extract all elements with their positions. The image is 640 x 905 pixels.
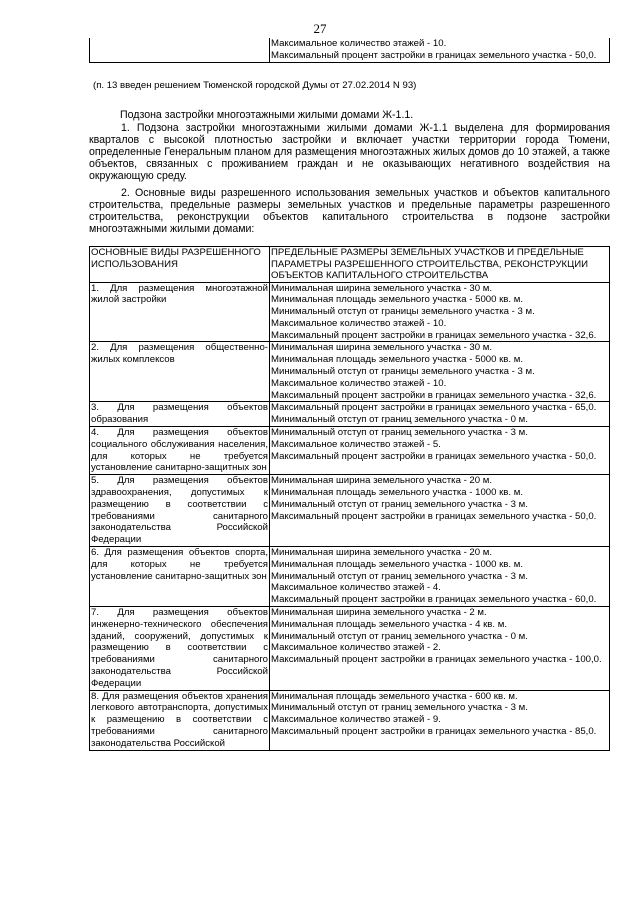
table-row [90, 402, 610, 427]
table-cell-params [270, 607, 610, 691]
header-left: ОСНОВНЫЕ ВИДЫ РАЗРЕШЕННОГО ИСПОЛЬЗОВАНИЯ [90, 247, 270, 283]
header-right: ПРЕДЕЛЬНЫЕ РАЗМЕРЫ ЗЕМЕЛЬНЫХ УЧАСТКОВ И ПРЕДЕЛЬНЫЕ ПАРАМЕТРЫ РАЗРЕШЕННОГО СТРОИТЕЛЬСТВА, РЕКОНСТРУКЦИИ ОБЪЕКТОВ КАПИТАЛЬНОГО СТРОИТЕЛЬСТВА [270, 247, 610, 283]
table-cell-use: 6. Для размещения объектов спорта, для которых не требуется установление санитарно-защитных зон [90, 547, 270, 607]
table-cell-use: 5. Для размещения объектов здравоохранения, допустимых к размещению в соответствии с требованиями санитарного законодательства Российской Федерации [91, 475, 268, 546]
paragraph-2: 2. Основные виды разрешенного использования земельных участков и объектов капитального строительства, предельные размеры земельных участков и предельные параметры разрешенного строительства, реконструкции объектов капитального строительства в подзоне застройки многоэтажными жилыми домами: [89, 187, 610, 235]
amendment-note: (п. 13 введен решением Тюменской городской Думы от 27.02.2014 N 93) [93, 80, 417, 91]
table-cell-use: 7. Для размещения объектов инженерно-технического обеспечения зданий, сооружений, допустимых к размещению в соответствии с требованиями санитарного законодательства Российской Федерации [91, 607, 268, 689]
param-line: Максимальный процент застройки в границах земельного участка - 32,6. [271, 389, 597, 401]
table-cell-use: 1. Для размещения многоэтажной жилой застройки [90, 282, 270, 342]
param-line: Минимальный отступ от границ земельного участка - 3 м. [271, 702, 528, 714]
table-cell-use: 2. Для размещения общественно-жилых комплексов [90, 342, 270, 402]
table-cell-use: 4. Для размещения объектов социального обслуживания населения, для которых не требуется установление санитарно-защитных зон [91, 427, 268, 474]
param-line: Максимальный процент застройки в границах земельного участка - 65,0. [271, 402, 597, 414]
param-line: Минимальная площадь земельного участка - 4 кв. м. [271, 618, 507, 630]
continued-table [89, 38, 610, 63]
table-cell-use: 3. Для размещения объектов образования [91, 402, 268, 426]
param-line: Максимальное количество этажей - 10. [271, 38, 447, 49]
param-line: Максимальное количество этажей - 2. [271, 642, 441, 654]
table-cell-use: 8. Для размещения объектов хранения легкового автотранспорта, допустимых к размещению в соответствии с требованиями санитарного законодательства Российской [91, 690, 268, 749]
paragraph-1: 1. Подзона застройки многоэтажными жилыми домами Ж-1.1 выделена для формирования кварталов с высокой плотностью застройки и включает участки территории города Тюмени, определенные Генеральным планом для размещения многоэтажных жилых домов до 10 этажей, а также объектов, связанных с проживанием граждан и не оказывающих негативного воздействия на окружающую среду. [89, 122, 610, 182]
table-cell-params [270, 38, 610, 62]
table-cell-use [90, 38, 270, 62]
param-line: Максимальный процент застройки в границах земельного участка - 50,0. [271, 49, 597, 61]
param-line: Максимальное количество этажей - 9. [271, 714, 441, 726]
table-row [90, 547, 610, 607]
table-cell-params [270, 427, 610, 475]
table-row [90, 690, 610, 750]
table-row [90, 342, 610, 402]
param-line: Максимальное количество этажей - 10. [271, 317, 447, 329]
page-number: 27 [313, 21, 327, 36]
param-line: Минимальный отступ от границ земельного участка - 0 м. [271, 414, 528, 426]
param-line: Минимальная ширина земельного участка - 20 м. [271, 475, 493, 487]
table-cell-params [270, 342, 610, 402]
param-line: Минимальный отступ от границ земельного участка - 3 м. [271, 570, 528, 582]
param-line: Минимальная площадь земельного участка - 5000 кв. м. [271, 294, 523, 306]
table-cell-params [270, 547, 610, 607]
table-row [90, 607, 610, 691]
param-line: Максимальный процент застройки в границах земельного участка - 50,0. [271, 450, 597, 462]
table-header-row [90, 247, 610, 283]
table-cell-params [270, 475, 610, 547]
param-line: Минимальный отступ от границ земельного участка - 3 м. [271, 498, 528, 510]
param-line: Минимальная ширина земельного участка - 20 м. [271, 547, 493, 559]
param-line: Максимальный процент застройки в границах земельного участка - 32,6. [271, 329, 597, 341]
land-use-table [89, 246, 610, 751]
param-line: Минимальная площадь земельного участка - 5000 кв. м. [271, 354, 523, 366]
table-row [90, 282, 610, 342]
table-row [90, 427, 610, 475]
table-cell-params [270, 282, 610, 342]
param-line: Минимальный отступ от границы земельного участка - 3 м. [271, 366, 535, 378]
param-line: Минимальный отступ от границы земельного участка - 3 м. [271, 306, 535, 318]
param-line: Минимальная площадь земельного участка - 1000 кв. м. [271, 558, 523, 570]
param-line: Максимальный процент застройки в границах земельного участка - 60,0. [271, 594, 597, 606]
param-line: Минимальный отступ от границ земельного участка - 3 м. [271, 427, 528, 439]
param-line: Минимальный отступ от границ земельного участка - 0 м. [271, 630, 528, 642]
table-row [90, 38, 610, 62]
param-line: Максимальное количество этажей - 5. [271, 438, 441, 450]
param-line: Максимальный процент застройки в границах земельного участка - 100,0. [271, 654, 602, 666]
param-line: Минимальная ширина земельного участка - 30 м. [271, 282, 493, 294]
param-line: Максимальный процент застройки в границах земельного участка - 50,0. [271, 510, 597, 522]
param-line: Минимальная ширина земельного участка - 2 м. [271, 607, 487, 619]
table-cell-params [270, 690, 610, 750]
table-cell-params [270, 402, 610, 427]
param-line: Максимальный процент застройки в границах земельного участка - 85,0. [271, 725, 597, 737]
param-line: Максимальное количество этажей - 4. [271, 582, 441, 594]
table-row [90, 475, 610, 547]
param-line: Минимальная площадь земельного участка - 1000 кв. м. [271, 487, 523, 499]
param-line: Минимальная площадь земельного участка - 600 кв. м. [271, 690, 518, 702]
subzone-heading: Подзона застройки многоэтажными жилыми домами Ж-1.1. [120, 109, 414, 121]
param-line: Максимальное количество этажей - 10. [271, 377, 447, 389]
param-line: Минимальная ширина земельного участка - 30 м. [271, 342, 493, 354]
